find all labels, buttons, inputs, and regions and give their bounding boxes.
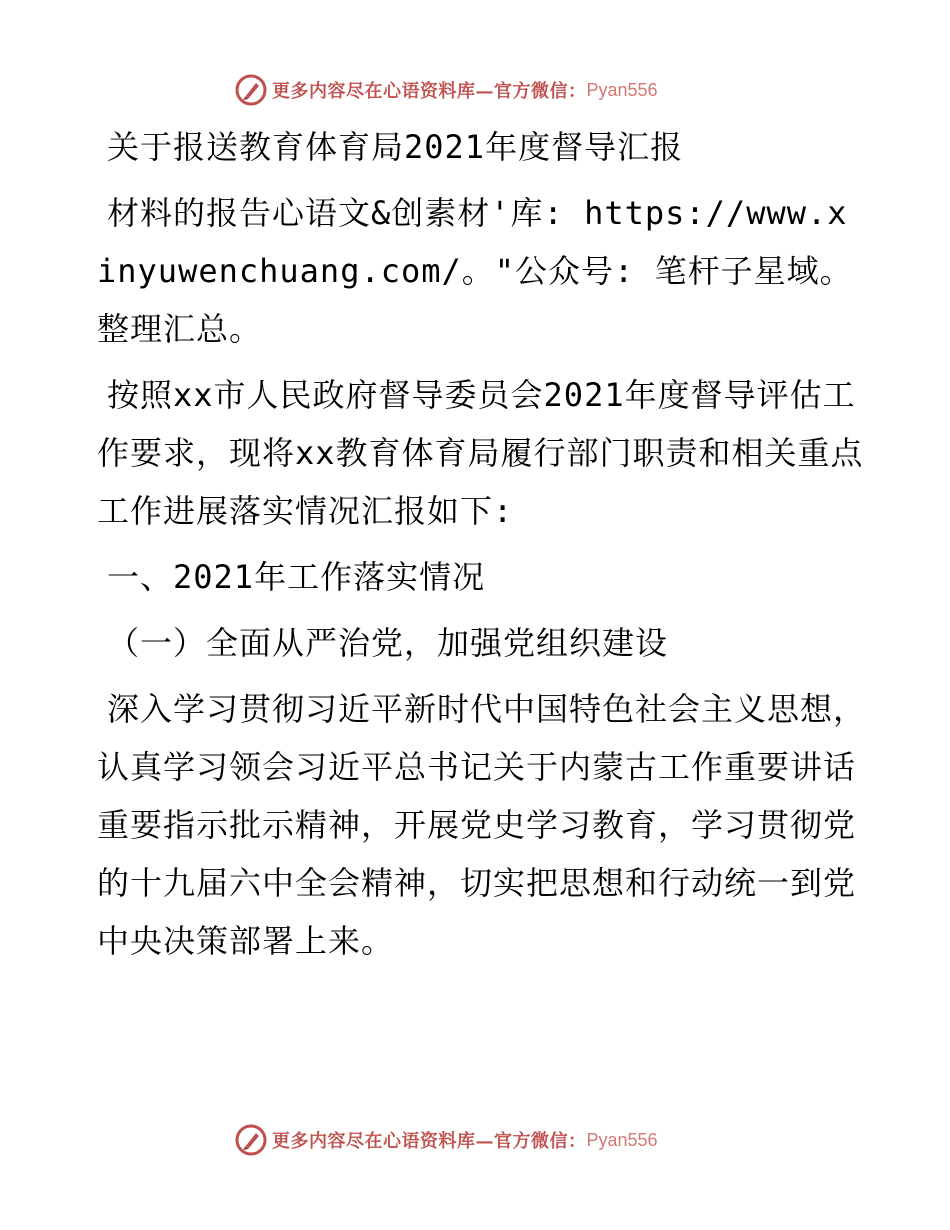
document-body xyxy=(97,118,867,978)
section-heading: 一、2021年工作落实情况 xyxy=(107,558,486,596)
watermark-text: 更多内容尽在心语资料库—官方微信： xyxy=(272,1131,587,1152)
body-paragraph: 深入学习贯彻习近平新时代中国特色社会主义思想，认真学习领会习近平总书记关于内蒙古工作重要讲话重要指示批示精神，开展党史学习教育，学习贯彻党的十九届六中全会精神，切实把思想和行动统一到党中央决策部署上来。 xyxy=(97,690,867,960)
footer-watermark-banner xyxy=(234,1120,714,1160)
watermark-wechat-id: Pyan556 xyxy=(586,79,658,100)
pen-nib-logo-icon xyxy=(234,1123,268,1157)
subsection-heading: （一）全面从严治党，加强党组织建设 xyxy=(107,624,669,662)
intro-paragraph: 按照xx市人民政府督导委员会2021年度督导评估工作要求，现将xx教育体育局履行部门职责和相关重点工作进展落实情况汇报如下: xyxy=(97,376,864,530)
source-line: 材料的报告心语文&创素材'库: https://www.xinyuwenchuang.com/。"公众号: 笔杆子星域。整理汇总。 xyxy=(97,194,853,348)
header-watermark-banner xyxy=(234,70,714,110)
pen-nib-logo-icon xyxy=(234,73,268,107)
document-title: 关于报送教育体育局2021年度督导汇报 xyxy=(107,128,684,166)
watermark-text: 更多内容尽在心语资料库—官方微信： xyxy=(272,81,587,102)
watermark-wechat-id: Pyan556 xyxy=(586,1129,658,1150)
